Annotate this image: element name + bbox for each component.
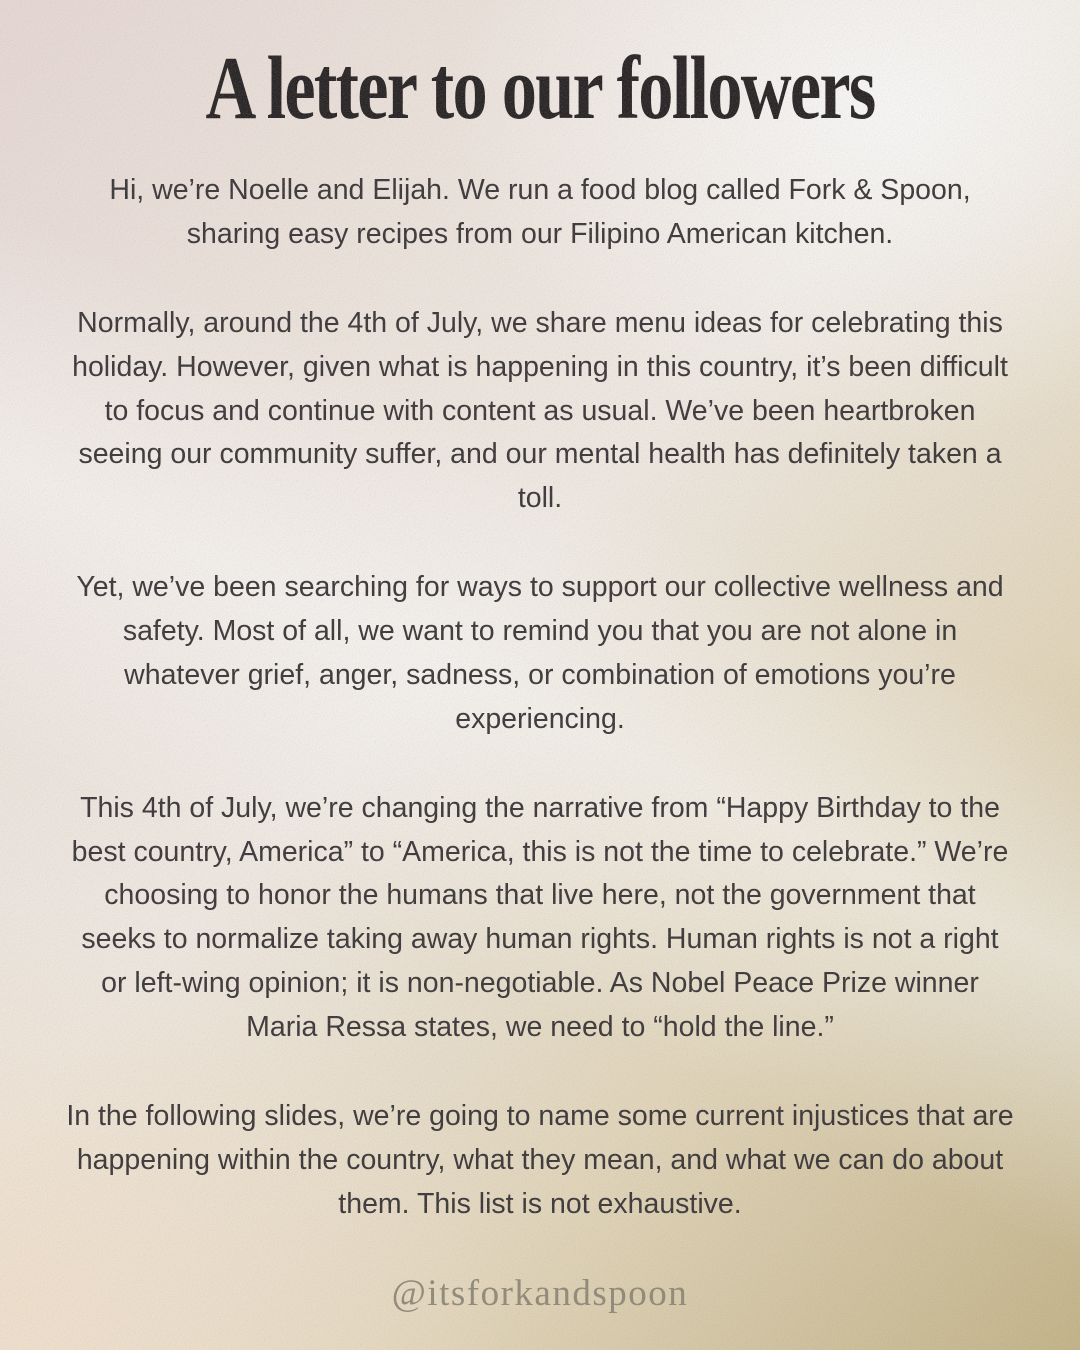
letter-paragraph-holiday: Normally, around the 4th of July, we share menu ideas for celebrating this holiday. However, given what is happening in this country, it’s been difficult to focus and continue with content as usual. We’ve been heartbroken seeing our community suffer, and our mental health has definitely taken a toll. <box>72 306 1008 515</box>
letter-paragraph-wellness: Yet, we’ve been searching for ways to support our collective wellness and safety. Most of all, we want to remind you that you are not alone in whatever grief, anger, sadness, or combination of emotions you’re experiencing. <box>76 571 1004 735</box>
letter-paragraph-narrative: This 4th of July, we’re changing the narrative from “Happy Birthday to the best country, America” to “America, this is not the time to celebrate.” We’re choosing to honor the humans that live here, not the government that seeks to normalize taking away human rights. Human rights is not a right or left-wing opinion; it is non-negotiable. As Nobel Peace Prize winner Maria Ressa states, we need to “hold the line.” <box>71 791 1009 1043</box>
letter-paragraph-next-slides: In the following slides, we’re going to name some current injustices that are happening within the country, what they mean, and what we can do about them. This list is not exhaustive. <box>66 1099 1014 1220</box>
account-handle: @itsforkandspoon <box>391 1272 689 1314</box>
page-title: A letter to our followers <box>205 39 875 139</box>
letter-paragraph-intro: Hi, we’re Noelle and Elijah. We run a food blog called Fork & Spoon, sharing easy recipes from our Filipino American kitchen. <box>109 174 971 250</box>
